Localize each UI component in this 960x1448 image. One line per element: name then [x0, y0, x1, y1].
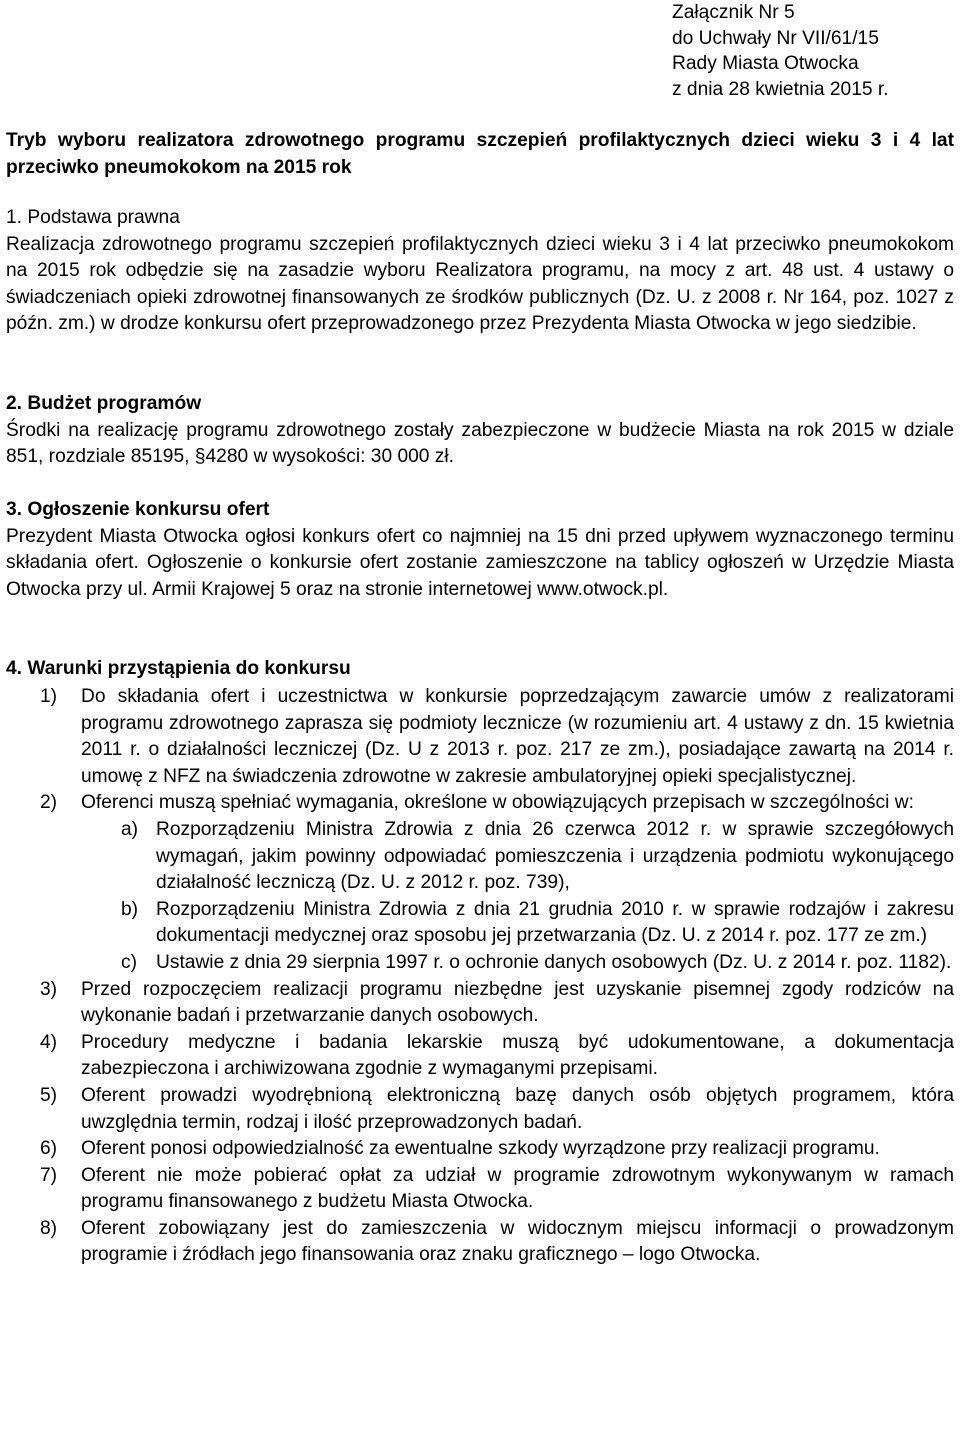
list-item-number: 7) [40, 1164, 58, 1186]
annex-header [672, 0, 957, 102]
section-title: Warunki przystąpienia do konkursu [27, 658, 351, 679]
resolution-date: z dnia 28 kwietnia 2015 r. [672, 78, 889, 100]
sub-item-letter: c) [121, 951, 137, 973]
list-item-number: 2) [40, 792, 58, 814]
sub-item [6, 897, 954, 950]
sub-item [6, 950, 954, 977]
section-body: Prezydent Miasta Otwocka ogłosi konkurs ofert co najmniej na 15 dni przed upływem wyznaczonego terminu składania ofert. Ogłoszenie o konkursie ofert zostanie zamieszczone na tablicy ogłoszeń w Urzędzie Miasta Otwocka przy ul. Armii Krajowej 5 oraz na stronie internetowej www.otwock.pl. [6, 525, 954, 600]
list-item-text: Oferent prowadzi wyodrębnioną elektroniczną bazę danych osób objętych programem, która uwzględnia termin, rodzaj i ilość przeprowadzonych badań. [81, 1084, 954, 1133]
document-title: Tryb wyboru realizatora zdrowotnego programu szczepień profilaktycznych dzieci wieku 3 i 4 lat przeciwko pneumokokom na 2015 rok [6, 130, 954, 178]
list-item-text [81, 790, 954, 976]
list-item-number: 1) [40, 686, 58, 707]
list-item [6, 1083, 954, 1136]
section-body: Środki na realizację programu zdrowotnego zostały zabezpieczone w budżecie Miasta na rok 2015 w dziale 851, rozdziale 85195, §4280 w wysokości: 30 000 zł. [6, 419, 954, 468]
sub-item-letter: b) [121, 898, 139, 920]
sub-item-text: Rozporządzeniu Ministra Zdrowia z dnia 21 grudnia 2010 r. w sprawie rodzajów i zakresu dokumentacji medycznej oraz sposobu jej przetwarzania (Dz. U. z 2014 r. poz. 177 ze zm.) [156, 898, 954, 947]
section-conditions [6, 656, 954, 683]
list-item [6, 1216, 954, 1269]
sub-item-text: Rozporządzeniu Ministra Zdrowia z dnia 26 czerwca 2012 r. w sprawie szczegółowych wymagań, jakim powinny odpowiadać pomieszczenia i urządzenia podmiotu wykonującego działalność leczniczą (Dz. U. z 2012 r. poz. 739), [156, 818, 954, 894]
section-title: Podstawa prawna [27, 207, 180, 228]
section-title: Budżet programów [27, 393, 202, 414]
section-body: Realizacja zdrowotnego programu szczepień profilaktycznych dzieci wieku 3 i 4 lat przeciwko pneumokokom na 2015 rok odbędzie się na zasadzie wyboru Realizatora programu, na mocy z art. 48 ust. 4 ustawy o świadczeniach opieki zdrowotnej finansowanych ze środków publicznych (Dz. U. z 2008 r. Nr 164, poz. 1027 z późn. zm.) w drodze konkursu ofert przeprowadzonego przez Prezydenta Miasta Otwocka w jego siedzibie. [6, 233, 954, 335]
annex-number: Załącznik Nr 5 [672, 2, 795, 23]
section-number: 4. [6, 658, 23, 679]
list-item-text: Oferent ponosi odpowiedzialność za ewentualne szkody wyrządzone przy realizacji programu. [81, 1138, 880, 1160]
council-name: Rady Miasta Otwocka [672, 53, 859, 75]
list-item-text: Oferent nie może pobierać opłat za udział w programie zdrowotnym wykonywanym w ramach programu finansowanego z budżetu Miasta Otwocka. [81, 1164, 954, 1213]
section-heading [6, 205, 954, 232]
section-number: 3. [6, 499, 23, 520]
sub-item-letter: a) [121, 818, 139, 840]
section-number: 2. [6, 393, 23, 414]
list-item [6, 1136, 954, 1163]
list-item [6, 790, 954, 976]
list-item [6, 684, 954, 790]
list-item-text: Przed rozpoczęciem realizacji programu niezbędne jest uzyskanie pisemnej zgody rodziców na wykonanie badań i przetwarzanie danych osobowych. [81, 978, 954, 1027]
list-item-text: Procedury medyczne i badania lekarskie muszą być udokumentowane, a dokumentacja zabezpieczona i archiwizowana zgodnie z wymaganymi przepisami. [81, 1031, 954, 1080]
list-item-number: 3) [40, 978, 58, 1000]
list-item-text: Oferent zobowiązany jest do zamieszczenia w widocznym miejscu informacji o prowadzonym programie i źródłach jego finansowania oraz znaku graficznego – logo Otwocka. [81, 1217, 954, 1266]
list-item-number: 4) [40, 1031, 58, 1053]
section-title: Ogłoszenie konkursu ofert [27, 499, 270, 520]
resolution-number: do Uchwały Nr VII/61/15 [672, 27, 879, 49]
list-item-number: 8) [40, 1217, 58, 1239]
sub-item-text: Ustawie z dnia 29 sierpnia 1997 r. o ochronie danych osobowych (Dz. U. z 2014 r. poz. 1182). [156, 951, 952, 973]
section-number: 1. [6, 207, 23, 228]
list-item [6, 1163, 954, 1216]
list-item [6, 1030, 954, 1083]
list-item-lead: Oferenci muszą spełniać wymagania, określone w obowiązujących przepisach w szczególności w: [81, 792, 914, 814]
list-item-number: 5) [40, 1084, 58, 1106]
section-heading [6, 656, 954, 683]
section-heading [6, 391, 954, 418]
list-item-number: 6) [40, 1138, 58, 1160]
section-budget [6, 391, 954, 471]
list-item-text: Do składania ofert i uczestnictwa w konkursie poprzedzającym zawarcie umów z realizatorami programu zdrowotnego zaprasza się podmioty lecznicze (w rozumieniu art. 4 ustawy z dn. 15 kwietnia 2011 r. o działalności leczniczej (Dz. U z 2013 r. poz. 217 ze zm.), posiadające zawartą na 2014 r. umowę z NFZ na świadczenia zdrowotne w zakresie ambulatoryjnej opieki specjalistycznej. [81, 686, 954, 787]
sub-item [6, 817, 954, 897]
section-heading [6, 497, 954, 524]
section-legal-basis [6, 205, 954, 338]
section-announcement [6, 497, 954, 603]
list-item [6, 977, 954, 1030]
conditions-list [6, 684, 954, 1269]
